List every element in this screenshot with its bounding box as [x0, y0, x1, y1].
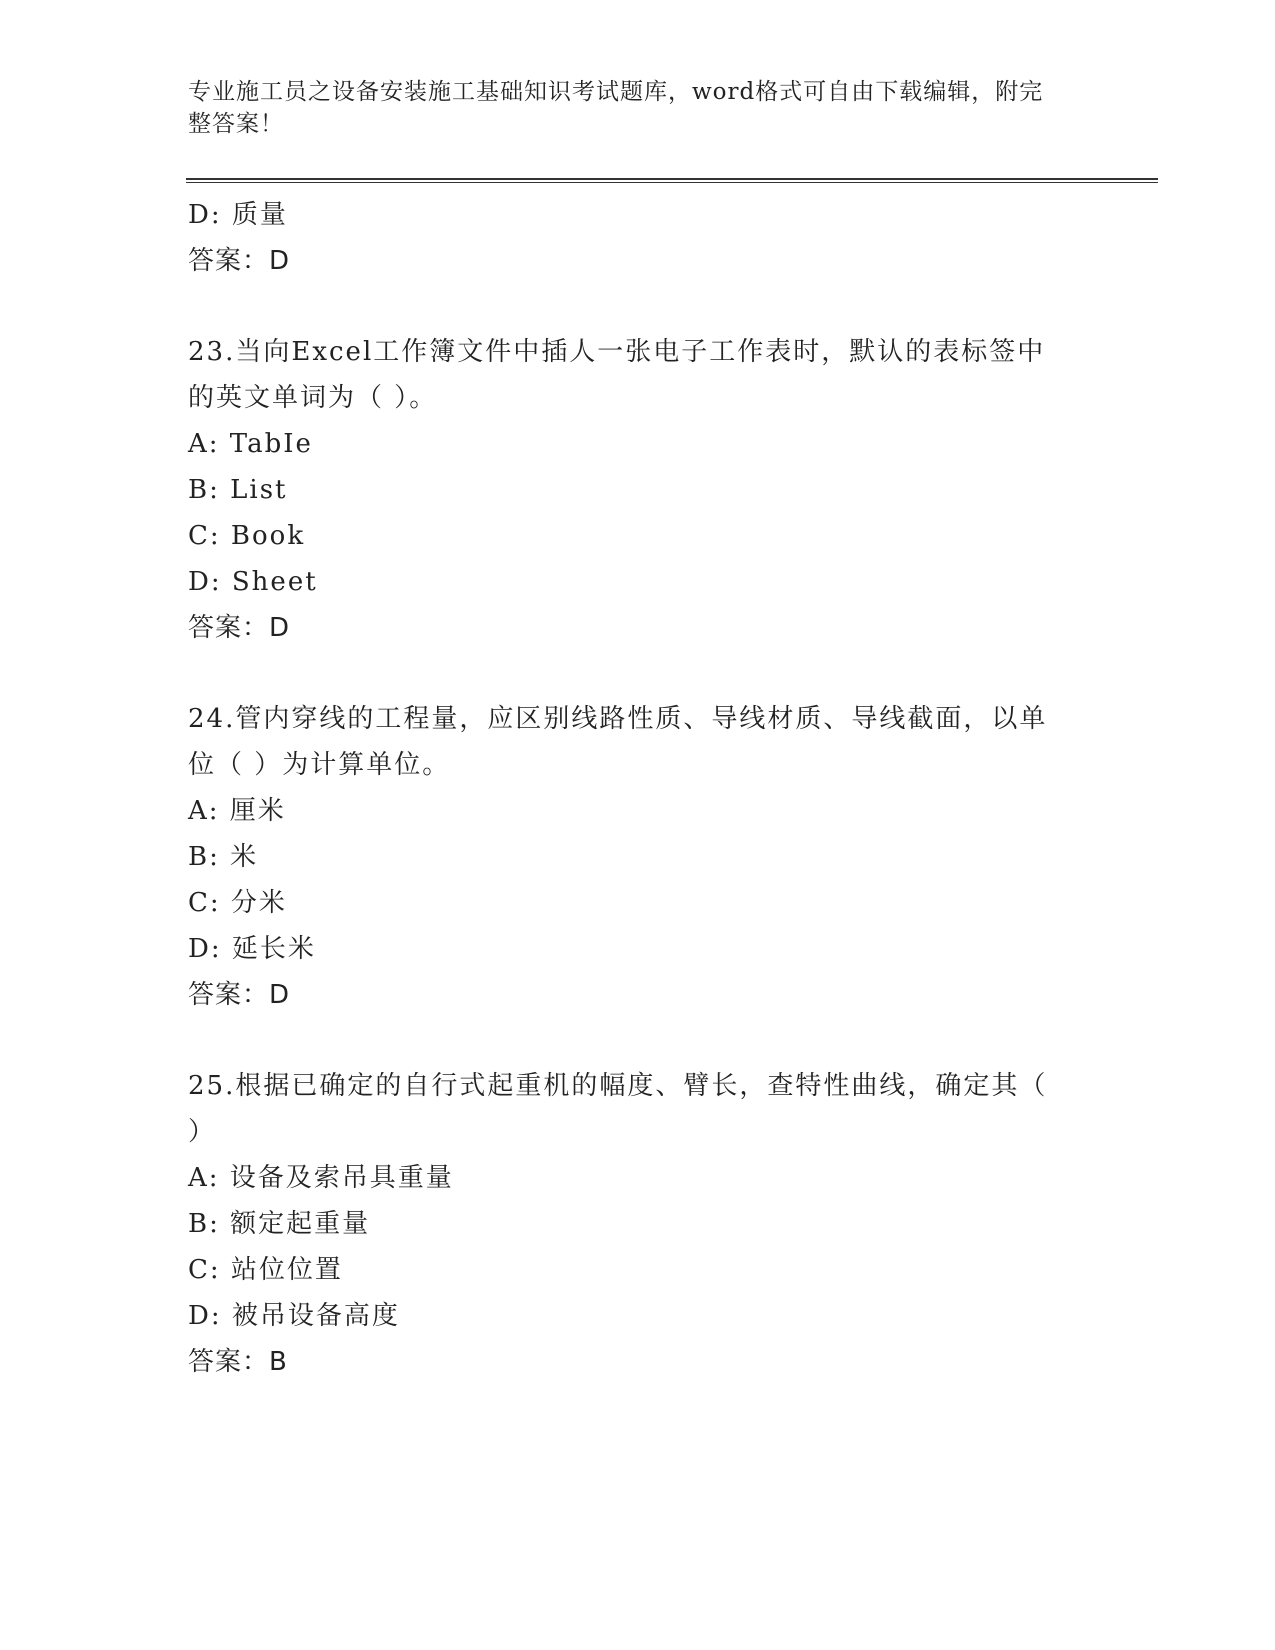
question-stem-line-1: 25.根据已确定的自行式起重机的幅度、臂长，查特性曲线，确定其（ — [188, 1071, 1048, 1101]
question-23 — [188, 329, 1088, 651]
question-content — [188, 192, 1088, 1385]
header-divider — [186, 178, 1158, 183]
option-d: D: Sheet — [188, 567, 318, 597]
answer-line: 答案：B — [188, 1347, 288, 1377]
answer-line: 答案：D — [188, 246, 291, 276]
question-25 — [188, 1063, 1088, 1385]
option-c: C: 分米 — [188, 888, 287, 918]
header-title-line-2: 整答案！ — [188, 111, 284, 137]
option-a: A: 厘米 — [188, 796, 286, 826]
question-stem-line-2: 位（ ）为计算单位。 — [188, 750, 451, 780]
document-header — [188, 76, 1068, 140]
question-stem-line-1: 24.管内穿线的工程量，应区别线路性质、导线材质、导线截面，以单 — [188, 704, 1048, 734]
previous-question-fragment — [188, 192, 1088, 284]
spacer — [188, 1018, 1088, 1063]
question-stem-line-2: ） — [188, 1117, 217, 1147]
option-a: A: TabIe — [188, 429, 313, 459]
option-b: B: 米 — [188, 842, 259, 872]
option-c: C: Book — [188, 521, 306, 551]
question-stem-line-1: 23.当向Excel工作簿文件中插人一张电子工作表时，默认的表标签中 — [188, 337, 1046, 367]
header-title-line-1: 专业施工员之设备安装施工基础知识考试题库，word格式可自由下载编辑，附完 — [188, 79, 1044, 105]
spacer — [188, 284, 1088, 329]
question-24 — [188, 696, 1088, 1018]
question-stem-line-2: 的英文单词为（ ）。 — [188, 383, 438, 413]
answer-line: 答案：D — [188, 980, 291, 1010]
option-d: D: 被吊设备高度 — [188, 1301, 400, 1331]
option-b: B: List — [188, 475, 288, 505]
option-c: C: 站位位置 — [188, 1255, 343, 1285]
option-d: D: 延长米 — [188, 934, 316, 964]
option-d: D: 质量 — [188, 200, 288, 230]
spacer — [188, 651, 1088, 696]
option-a: A: 设备及索吊具重量 — [188, 1163, 454, 1193]
answer-line: 答案：D — [188, 613, 291, 643]
option-b: B: 额定起重量 — [188, 1209, 371, 1239]
